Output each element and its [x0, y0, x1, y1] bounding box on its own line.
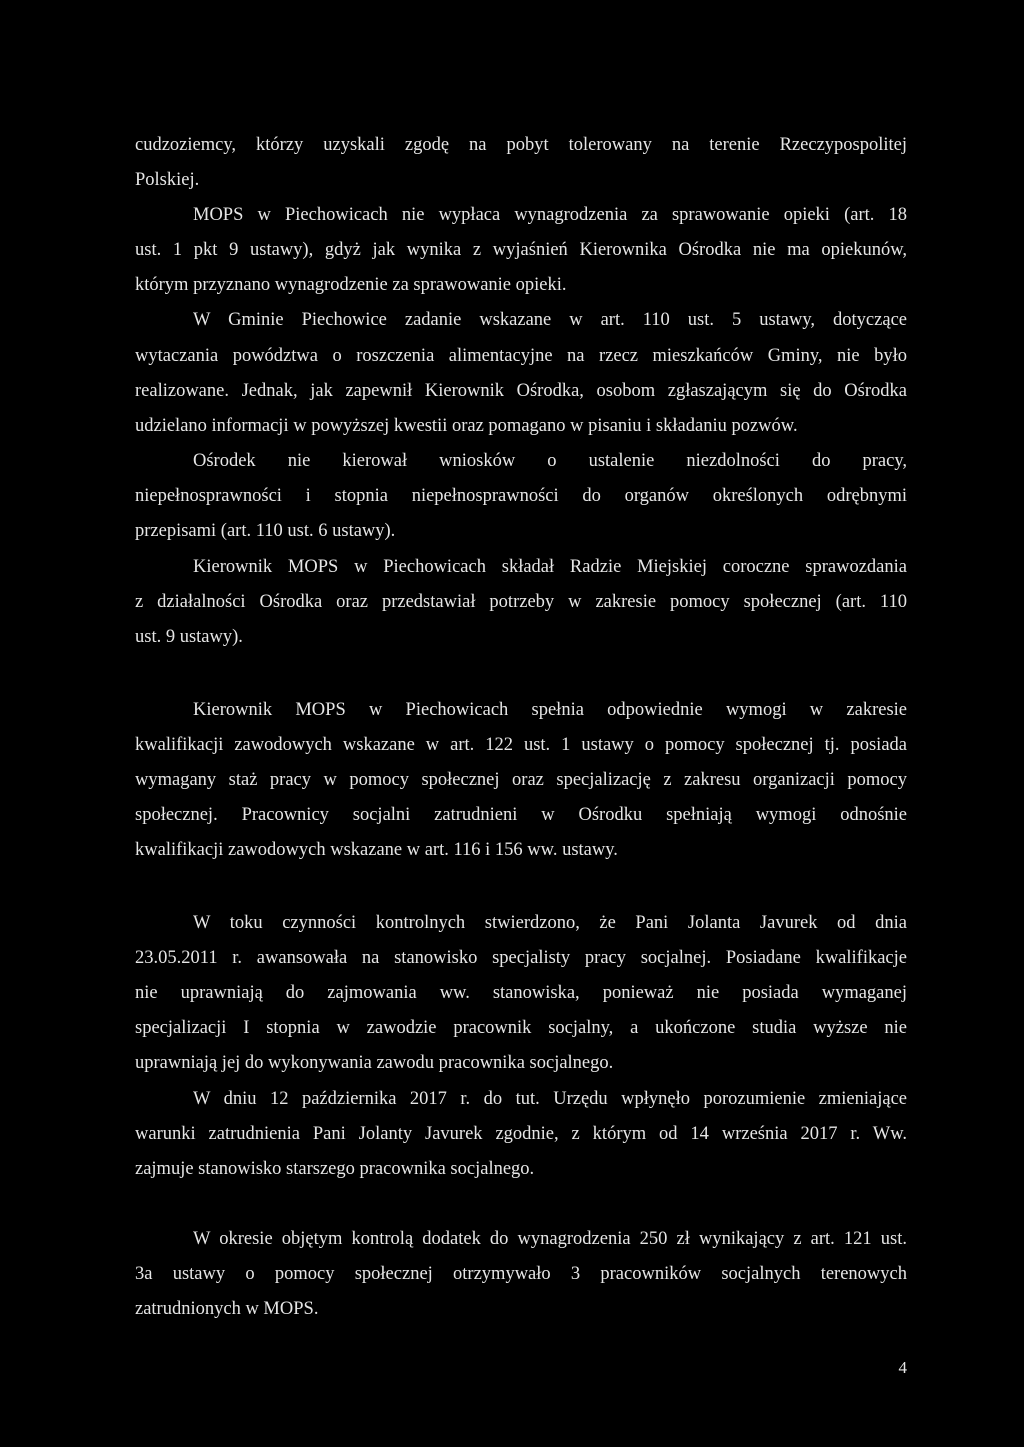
text-line: W okresie objętym kontrolą dodatek do wynagrodzenia 250 zł wynikający z art. 121 ust. — [193, 1229, 907, 1249]
text-line: 23.05.2011 r. awansowała na stanowisko specjalisty pracy socjalnej. Posiadane kwalifikacje — [135, 948, 907, 968]
text-line: ust. 1 pkt 9 ustawy), gdyż jak wynika z wyjaśnień Kierownika Ośrodka nie ma opiekunów, — [135, 240, 907, 260]
text-line: ust. 9 ustawy). — [135, 627, 243, 647]
text-line: realizowane. Jednak, jak zapewnił Kierownik Ośrodka, osobom zgłaszającym się do Ośrodka — [135, 381, 907, 401]
text-line: Kierownik MOPS w Piechowicach spełnia odpowiednie wymogi w zakresie — [193, 700, 907, 720]
text-line: MOPS w Piechowicach nie wypłaca wynagrodzenia za sprawowanie opieki (art. 18 — [193, 205, 907, 225]
text-line: niepełnosprawności i stopnia niepełnosprawności do organów określonych odrębnymi — [135, 486, 907, 506]
text-line: cudzoziemcy, którzy uzyskali zgodę na pobyt tolerowany na terenie Rzeczypospolitej — [135, 135, 907, 155]
text-line: W toku czynności kontrolnych stwierdzono, że Pani Jolanta Javurek od dnia — [193, 913, 907, 933]
text-line: Polskiej. — [135, 170, 200, 190]
text-line: społecznej. Pracownicy socjalni zatrudnieni w Ośrodku spełniają wymogi odnośnie — [135, 805, 907, 825]
text-line: kwalifikacji zawodowych wskazane w art. 116 i 156 ww. ustawy. — [135, 840, 618, 860]
text-line: zatrudnionych w MOPS. — [135, 1299, 319, 1319]
text-line: warunki zatrudnienia Pani Jolanty Javurek zgodnie, z którym od 14 września 2017 r. Ww. — [135, 1124, 907, 1144]
text-line: 3a ustawy o pomocy społecznej otrzymywało 3 pracowników socjalnych terenowych — [135, 1264, 907, 1284]
text-line: udzielano informacji w powyższej kwestii oraz pomagano w pisaniu i składaniu pozwów. — [135, 416, 798, 436]
text-line: wytaczania powództwa o roszczenia alimentacyjne na rzecz mieszkańców Gminy, nie było — [135, 346, 907, 366]
text-line: uprawniają jej do wykonywania zawodu pracownika socjalnego. — [135, 1053, 614, 1073]
text-line: Ośrodek nie kierował wniosków o ustalenie niezdolności do pracy, — [193, 451, 907, 471]
text-line: W Gminie Piechowice zadanie wskazane w art. 110 ust. 5 ustawy, dotyczące — [193, 310, 907, 330]
text-line: przepisami (art. 110 ust. 6 ustawy). — [135, 521, 396, 541]
text-line: wymagany staż pracy w pomocy społecznej oraz specjalizację z zakresu organizacji pomocy — [135, 770, 907, 790]
text-line: kwalifikacji zawodowych wskazane w art. 122 ust. 1 ustawy o pomocy społecznej tj. posiada — [135, 735, 907, 755]
text-line: specjalizacji I stopnia w zawodzie pracownik socjalny, a ukończone studia wyższe nie — [135, 1018, 907, 1038]
text-line: zajmuje stanowisko starszego pracownika socjalnego. — [135, 1159, 535, 1179]
text-line: Kierownik MOPS w Piechowicach składał Radzie Miejskiej coroczne sprawozdania — [193, 557, 907, 577]
text-line: z działalności Ośrodka oraz przedstawiał potrzeby w zakresie pomocy społecznej (art. 110 — [135, 592, 907, 612]
page-number: 4 — [898, 1358, 907, 1377]
text-line: nie uprawniają do zajmowania ww. stanowiska, ponieważ nie posiada wymaganej — [135, 983, 907, 1003]
text-line: W dniu 12 października 2017 r. do tut. Urzędu wpłynęło porozumienie zmieniające — [193, 1089, 907, 1109]
text-line: którym przyznano wynagrodzenie za sprawowanie opieki. — [135, 275, 567, 295]
